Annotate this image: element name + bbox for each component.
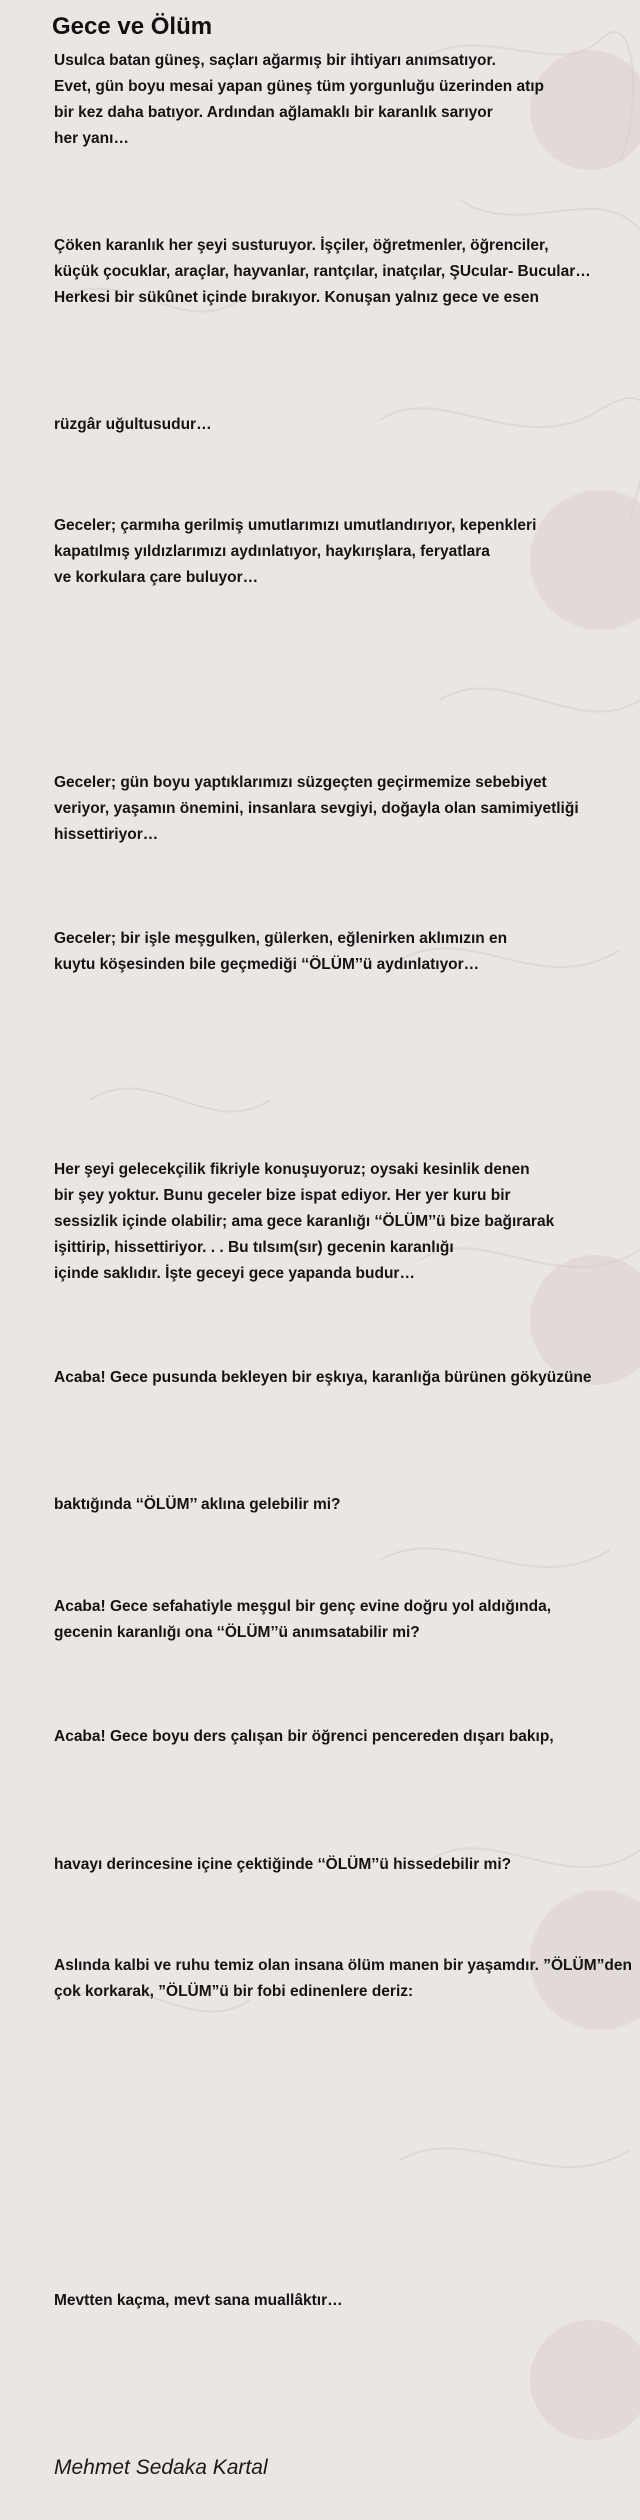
poem-line: ve korkulara çare buluyor… [54,569,259,586]
poem-line: hissettiriyor… [54,826,159,843]
poem-line: Çöken karanlık her şeyi susturuyor. İşçiler, öğretmenler, öğrenciler, [54,237,549,254]
poem-line: veriyor, yaşamın önemini, insanlara sevgiyi, doğayla olan samimiyetliği [54,800,579,817]
poem-line: Acaba! Gece sefahatiyle meşgul bir genç evine doğru yol aldığında, [54,1598,552,1615]
poem-line: bir şey yoktur. Bunu geceler bize ispat ediyor. Her yer kuru bir [54,1187,511,1204]
poem-line: sessizlik içinde olabilir; ama gece karanlığı ‘‘ÖLÜM’’ü bize bağırarak [54,1213,555,1230]
poem-line: çok korkarak, ”ÖLÜM”ü bir fobi edinenlere deriz: [54,1983,414,2000]
poem-line: içinde saklıdır. İşte geceyi gece yapanda budur… [54,1265,415,1282]
poem-line: küçük çocuklar, araçlar, hayvanlar, rantçılar, inatçılar, ŞUcular- Bucular… [54,263,591,280]
poem-line: Usulca batan güneş, saçları ağarmış bir ihtiyarı anımsatıyor. [54,52,496,69]
poem-title: Gece ve Ölüm [52,13,213,40]
poem-line: havayı derincesine içine çektiğinde ‘‘ÖLÜM’’ü hissedebilir mi? [54,1856,512,1873]
poem-line: Herkesi bir sükûnet içinde bırakıyor. Konuşan yalnız gece ve esen [54,289,539,306]
poem-line: bir kez daha batıyor. Ardından ağlamaklı bir karanlık sarıyor [54,104,493,121]
poem-line: Geceler; gün boyu yaptıklarımızı süzgeçten geçirmemize sebebiyet [54,774,547,791]
poem-line: işittirip, hissettiriyor. . . Bu tılsım(sır) gecenin karanlığı [54,1239,454,1256]
poem-line: Evet, gün boyu mesai yapan güneş tüm yorgunluğu üzerinden atıp [54,78,545,95]
poem-line: gecenin karanlığı ona ‘‘ÖLÜM’’ü anımsatabilir mi? [54,1624,420,1641]
poem-line: Geceler; bir işle meşgulken, gülerken, eğlenirken aklımızın en [54,930,508,947]
poem-line: kuytu köşesinden bile geçmediği ‘‘ÖLÜM’’ü aydınlatıyor… [54,956,480,973]
poem-line: Aslında kalbi ve ruhu temiz olan insana ölüm manen bir yaşamdır. ”ÖLÜM”den [54,1957,632,1974]
poem-line: rüzgâr uğultusudur… [54,416,212,433]
poem-line: baktığında ‘‘ÖLÜM’’ aklına gelebilir mi? [54,1496,341,1513]
poem-line: Mevtten kaçma, mevt sana muallâktır… [54,2292,343,2309]
poem-author: Mehmet Sedaka Kartal [54,2456,268,2479]
poem-line: kapatılmış yıldızlarımızı aydınlatıyor, haykırışlara, feryatlara [54,543,490,560]
poem-line: Her şeyi gelecekçilik fikriyle konuşuyoruz; oysaki kesinlik denen [54,1161,530,1178]
poem-line: her yanı… [54,130,129,147]
poem-line: Acaba! Gece pusunda bekleyen bir eşkıya, karanlığa bürünen gökyüzüne [54,1369,592,1386]
poem-line: Acaba! Gece boyu ders çalışan bir öğrenci pencereden dışarı bakıp, [54,1728,554,1745]
poem-line: Geceler; çarmıha gerilmiş umutlarımızı umutlandırıyor, kepenkleri [54,517,537,534]
